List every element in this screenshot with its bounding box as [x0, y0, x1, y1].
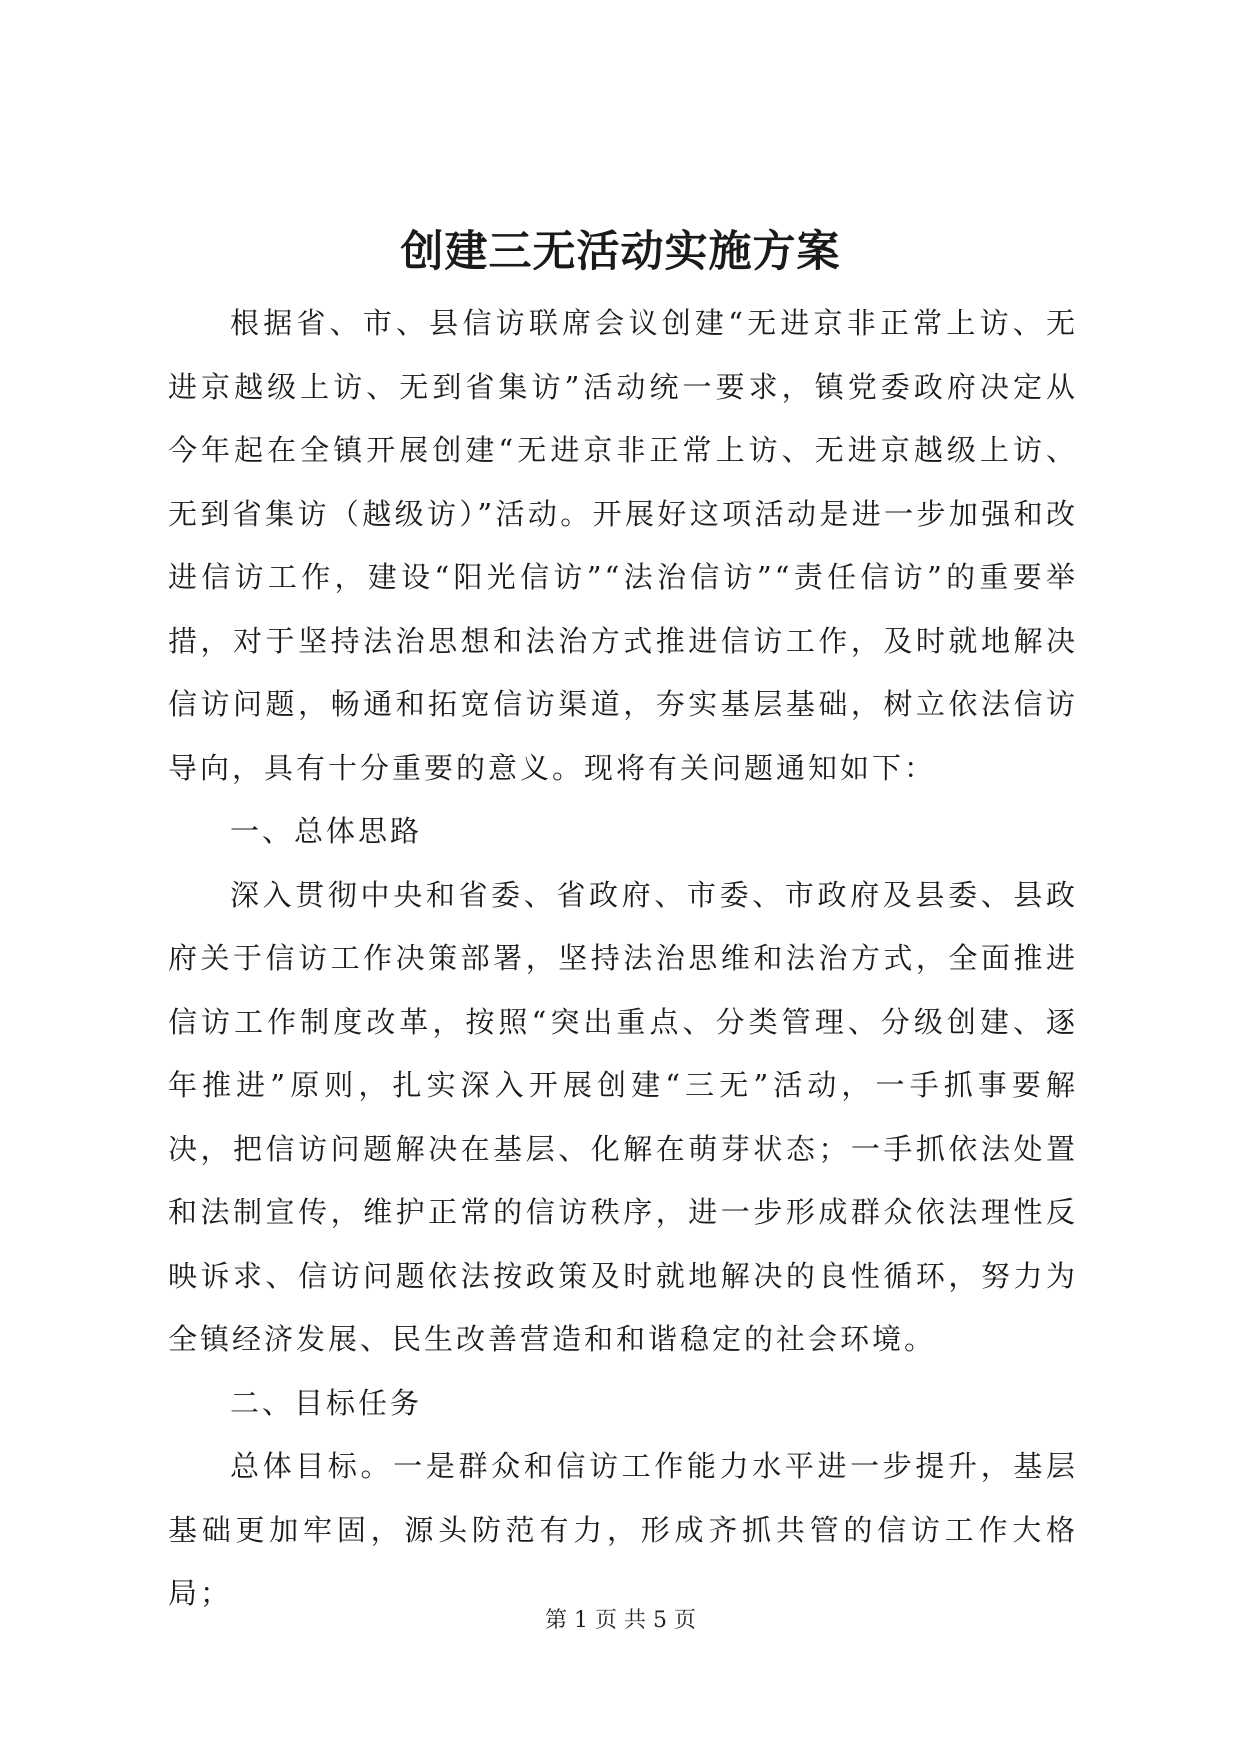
document-body [168, 292, 1078, 1626]
section-heading-overall-approach: 一、总体思路 [230, 814, 423, 848]
section-heading-goals-tasks: 二、目标任务 [230, 1385, 423, 1420]
document-title: 创建三无活动实施方案 [400, 227, 841, 277]
overall-approach-paragraph: 深入贯彻中央和省委、省政府、市委、市政府及县委、县政府关于信访工作决策部署，坚持法治思维和法治方式，全面推进信访工作制度改革，按照“突出重点、分类管理、分级创建、逐年推进”原则，扎实深入开展创建“三无”活动，一手抓事要解决，把信访问题解决在基层、化解在萌芽状态；一手抓依法处置和法制宣传，维护正常的信访秩序，进一步形成群众依法理性反映诉求、信访问题依法按政策及时就地解决的良性循环，努力为全镇经济发展、民生改善营造和和谐稳定的社会环境。 [168, 877, 1078, 1356]
goals-paragraph: 总体目标。一是群众和信访工作能力水平进一步提升，基层基础更加牢固，源头防范有力，形成齐抓共管的信访工作大格局； [168, 1449, 1078, 1610]
intro-paragraph: 根据省、市、县信访联席会议创建“无进京非正常上访、无进京越级上访、无到省集访”活动统一要求，镇党委政府决定从今年起在全镇开展创建“无进京非正常上访、无进京越级上访、无到省集访（越级访）”活动。开展好这项活动是进一步加强和改进信访工作，建设“阳光信访”“法治信访”“责任信访”的重要举措，对于坚持法治思想和法治方式推进信访工作，及时就地解决信访问题，畅通和拓宽信访渠道，夯实基层基础，树立依法信访导向，具有十分重要的意义。现将有关问题通知如下： [168, 306, 1078, 785]
page-number-footer: 第 1 页 共 5 页 [545, 1608, 696, 1633]
